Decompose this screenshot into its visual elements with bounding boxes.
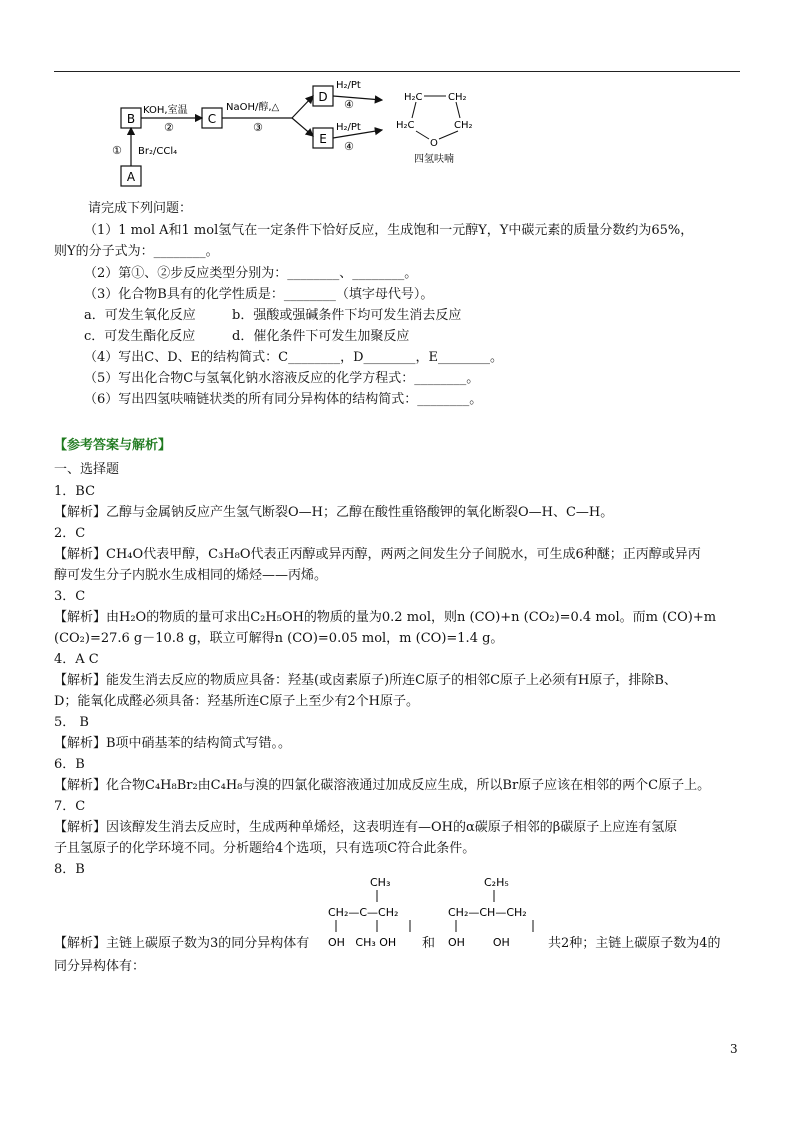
page-number: 3: [730, 1042, 738, 1056]
answer-4: 4．A C: [54, 652, 99, 667]
answer-7: 7．C: [54, 799, 86, 814]
explanation-3b: (CO₂)=27.6 g－10.8 g，联立可解得n (CO)=0.05 mol，m (CO)=1.4 g。: [54, 631, 504, 646]
question-intro: 请完成下列问题：: [88, 201, 193, 216]
arrow-split-d: [292, 96, 313, 118]
answer-8: 8．B: [54, 862, 85, 877]
ring-atom-1: H₂C: [404, 92, 423, 103]
ring-atom-o: O: [430, 138, 438, 149]
question-6: （6）写出四氢呋喃链状类的所有同分异构体的结构简式：________。: [84, 392, 483, 407]
explanation-8a: 【解析】主链上碳原子数为3的同分异构体有: [54, 936, 310, 951]
arrow1-step: ①: [112, 144, 122, 157]
box-d-label: D: [318, 90, 328, 104]
question-5: （5）写出化合物C与氢氧化钠水溶液反应的化学方程式：________。: [84, 371, 480, 386]
answers-heading: 【参考答案与解析】: [54, 438, 172, 453]
explanation-7a: 【解析】因该醇发生消去反应时，生成两种单烯烃，这表明连有—OH的α碳原子相邻的β碳原子上应连有氢原: [54, 820, 678, 835]
option-b: b．强酸或强碱条件下均可发生消去反应: [232, 308, 462, 323]
arrow5-step: ④: [344, 140, 354, 153]
isomer2-top: C₂H₅: [484, 876, 509, 889]
arrow-split-e: [292, 118, 313, 136]
box-a-label: A: [126, 170, 136, 184]
option-d: d．催化条件下可发生加聚反应: [232, 329, 410, 344]
question-1b: 则Y的分子式为：________。: [54, 244, 219, 259]
box-b-label: B: [126, 112, 136, 126]
answer-5: 5． B: [54, 715, 89, 730]
arrow3-reagent: NaOH/醇,△: [226, 102, 280, 113]
option-c: c．可发生酯化反应: [84, 329, 196, 344]
explanation-6: 【解析】化合物C₄H₈Br₂由C₄H₈与溴的四氯化碳溶液通过加成反应生成，所以Br原子应该在相邻的两个C原子上。: [54, 778, 711, 793]
explanation-4a: 【解析】能发生消去反应的物质应具备：羟基(或卤素原子)所连C原子的相邻C原子上必须有H原子，排除B、: [54, 673, 677, 688]
explanation-4b: D；能氧化成醛必须具备：羟基所连C原子上至少有2个H原子。: [54, 694, 419, 709]
reaction-scheme: [106, 78, 506, 193]
ring-bond-left: [412, 102, 416, 118]
arrow2-reagent: KOH,室温: [143, 105, 188, 116]
product-name: 四氢呋喃: [414, 154, 454, 165]
explanation-5: 【解析】B项中硝基苯的结构简式写错。。: [54, 736, 292, 751]
ring-bond-lower-right: [439, 131, 458, 139]
isomer2-bottom: OH OH: [448, 936, 510, 949]
arrow4-reagent: H₂/Pt: [336, 80, 361, 91]
arrow5-reagent: H₂/Pt: [336, 122, 361, 133]
question-2: （2）第①、②步反应类型分别为：________、________。: [84, 266, 418, 281]
answer-2: 2．C: [54, 526, 86, 541]
section-title: 一、选择题: [54, 462, 120, 477]
isomer1-bottom: OH CH₃ OH: [328, 936, 397, 949]
explanation-1: 【解析】乙醇与金属钠反应产生氢气断裂O—H；乙醇在酸性重铬酸钾的氧化断裂O—H、C—H。: [54, 505, 614, 520]
arrow1-reagent: Br₂/CCl₄: [138, 146, 178, 157]
arrow4-step: ④: [344, 98, 354, 111]
answer-1: 1．BC: [54, 484, 96, 499]
explanation-8b: 同分异构体有：: [54, 959, 146, 974]
header-rule: [54, 71, 740, 72]
arrow-d-product: [333, 96, 382, 100]
explanation-8-and: 和: [422, 936, 436, 951]
isomer1-top: CH₃: [370, 876, 391, 889]
explanation-7b: 子且氢原子的化学环境不同。分析题给4个选项，只有选项C符合此条件。: [54, 841, 476, 856]
ring-atom-2: CH₂: [448, 92, 467, 103]
explanation-3a: 【解析】由H₂O的物质的量可求出C₂H₅OH的物质的量为0.2 mol，则n (CO)+n (CO₂)=0.4 mol。而m (CO)+m: [54, 610, 717, 625]
arrow3-step: ③: [253, 121, 263, 134]
explanation-2a: 【解析】CH₄O代表甲醇，C₃H₈O代表正丙醇或异丙醇，两两之间发生分子间脱水，可生成6种醚；正丙醇或异丙: [54, 547, 701, 562]
answer-3: 3．C: [54, 589, 86, 604]
ring-atom-3: H₂C: [396, 120, 415, 131]
isomer2-chain: CH₂—CH—CH₂: [448, 906, 527, 919]
answer-6: 6．B: [54, 757, 85, 772]
isomer1-chain: CH₂—C—CH₂: [328, 906, 399, 919]
option-a: a．可发生氧化反应: [84, 308, 196, 323]
box-e-label: E: [319, 132, 327, 146]
question-4: （4）写出C、D、E的结构简式：C________，D________，E________。: [84, 350, 503, 365]
explanation-8-count: 共2种；主链上碳原子数为4的: [548, 936, 721, 951]
box-c-label: C: [207, 112, 217, 126]
question-1a: （1）1 mol A和1 mol氢气在一定条件下恰好反应，生成饱和一元醇Y，Y中碳元素的质量分数约为65%，: [84, 223, 694, 238]
question-3: （3）化合物B具有的化学性质是：________（填字母代号）。: [84, 287, 434, 302]
ring-bond-right: [456, 102, 460, 118]
ring-bond-lower-left: [416, 131, 429, 139]
ring-atom-4: CH₂: [454, 120, 473, 131]
arrow2-step: ②: [164, 121, 174, 134]
explanation-2b: 醇可发生分子内脱水生成相同的烯烃——丙烯。: [54, 568, 328, 583]
